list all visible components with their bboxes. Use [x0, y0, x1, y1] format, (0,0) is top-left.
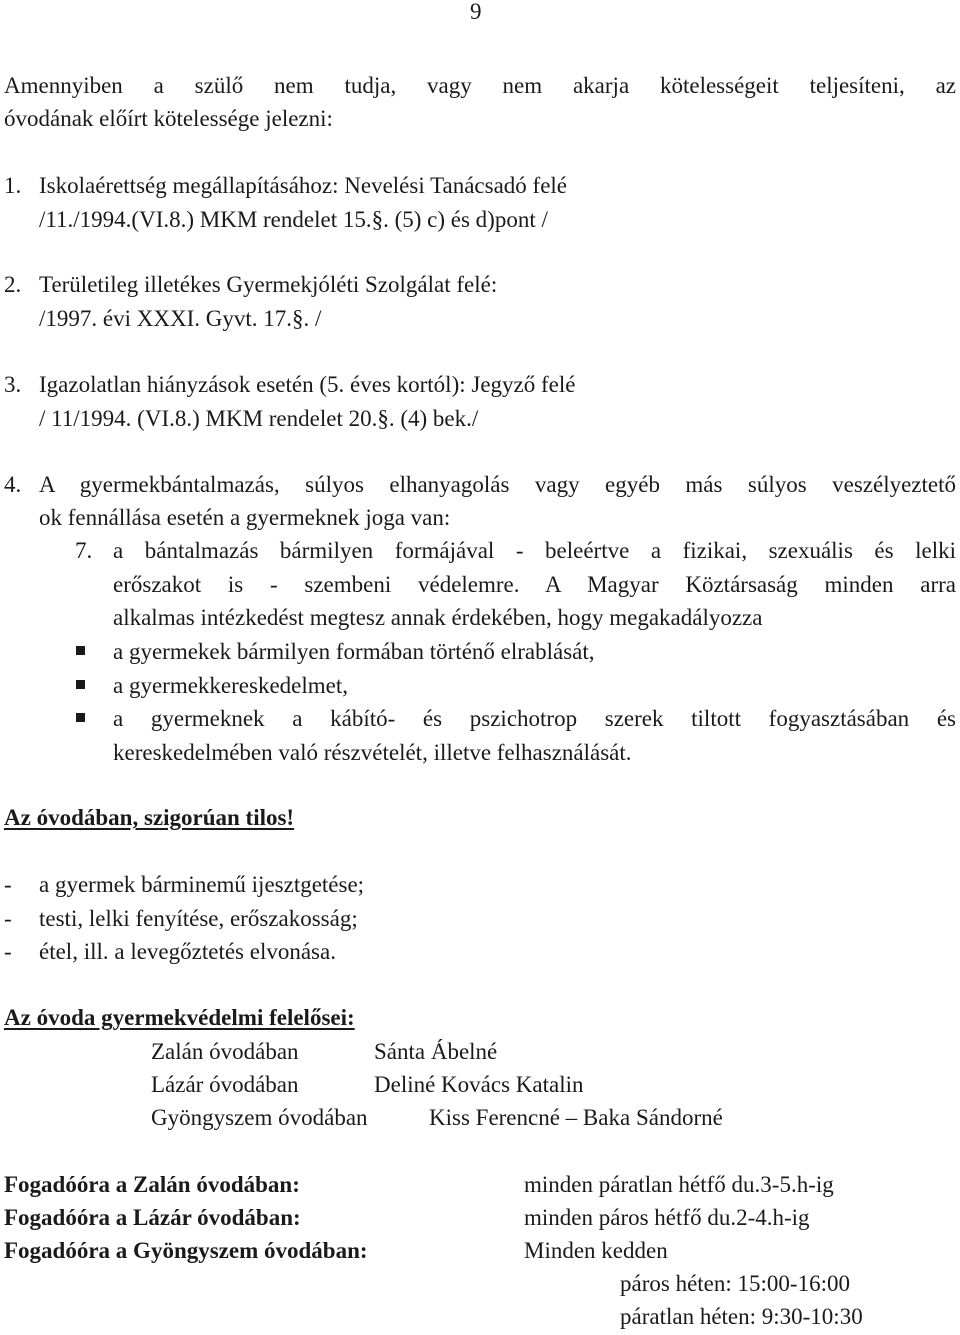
- list-item-text: /11./1994.(VI.8.) MKM rendelet 15.§. (5) c) és d)pont /: [39, 207, 548, 232]
- office-hours-label: Fogadóóra a Gyöngyszem óvodában:: [4, 1238, 368, 1263]
- forbidden-item: étel, ill. a levegőztetés elvonása.: [39, 939, 336, 964]
- forbidden-item: a gyermek bárminemű ijesztgetése;: [39, 872, 365, 897]
- protection-place: Lázár óvodában: [151, 1072, 299, 1097]
- office-hours-value: minden páros hétfő du.2-4.h-ig: [524, 1205, 810, 1230]
- office-hours-value: minden páratlan hétfő du.3-5.h-ig: [524, 1172, 834, 1197]
- forbidden-item: testi, lelki fenyítése, erőszakosság;: [39, 906, 358, 931]
- protection-heading: Az óvoda gyermekvédelmi felelősei:: [4, 1005, 355, 1030]
- intro-line-2: óvodának előírt kötelessége jelezni:: [4, 106, 333, 131]
- forbidden-heading: Az óvodában, szigorúan tilos!: [4, 805, 295, 830]
- list-item-text: Területileg illetékes Gyermekjóléti Szolgálat felé:: [39, 272, 498, 297]
- protection-person: Sánta Ábelné: [374, 1039, 498, 1064]
- gyongyszem-time: páros héten: 15:00-16:00: [620, 1271, 850, 1296]
- protection-person: Deliné Kovács Katalin: [374, 1072, 584, 1097]
- intro-line-1: Amennyiben a szülő nem tudja, vagy nem akarja kötelességeit teljesíteni, az: [4, 73, 956, 98]
- list-item-number: 2.: [4, 272, 22, 297]
- bullet-text: kereskedelmében való részvételét, illetve felhasználását.: [113, 740, 632, 765]
- dash-marker: -: [4, 872, 12, 897]
- square-bullet-icon: [76, 680, 85, 689]
- sub-item-text: a bántalmazás bármilyen formájával - beleértve a fizikai, szexuális és lelki: [113, 538, 956, 563]
- list-item-text: ok fennállása esetén a gyermeknek joga van:: [39, 505, 451, 530]
- protection-place: Gyöngyszem óvodában: [151, 1105, 368, 1130]
- list-item-number: 1.: [4, 173, 22, 198]
- sub-item-number: 7.: [75, 538, 93, 563]
- page-number: 9: [470, 0, 482, 24]
- list-item-number: 4.: [4, 472, 22, 497]
- list-item-text: Igazolatlan hiányzások esetén (5. éves kortól): Jegyző felé: [39, 372, 576, 397]
- sub-item-text: alkalmas intézkedést megtesz annak érdekében, hogy megakadályozza: [113, 605, 763, 630]
- sub-item-text: erőszakot is - szembeni védelemre. A Magyar Köztársaság minden arra: [113, 572, 956, 597]
- bullet-text: a gyermekek bármilyen formában történő elrablását,: [113, 639, 595, 664]
- protection-person: Kiss Ferencné – Baka Sándorné: [429, 1105, 723, 1130]
- list-item-text: /1997. évi XXXI. Gyvt. 17.§. /: [39, 306, 322, 331]
- protection-place: Zalán óvodában: [151, 1039, 299, 1064]
- list-item-text: Iskolaérettség megállapításához: Nevelési Tanácsadó felé: [39, 173, 568, 198]
- bullet-text: a gyermekkereskedelmet,: [113, 673, 348, 698]
- dash-marker: -: [4, 906, 12, 931]
- gyongyszem-time: páratlan héten: 9:30-10:30: [620, 1304, 863, 1329]
- list-item-text: A gyermekbántalmazás, súlyos elhanyagolás vagy egyéb más súlyos veszélyeztető: [39, 472, 956, 497]
- bullet-text: a gyermeknek a kábító- és pszichotrop szerek tiltott fogyasztásában és: [113, 706, 956, 731]
- office-hours-label: Fogadóóra a Lázár óvodában:: [4, 1205, 301, 1230]
- dash-marker: -: [4, 939, 12, 964]
- list-item-number: 3.: [4, 372, 22, 397]
- square-bullet-icon: [76, 646, 85, 655]
- office-hours-value: Minden kedden: [524, 1238, 668, 1263]
- list-item-text: / 11/1994. (VI.8.) MKM rendelet 20.§. (4) bek./: [39, 406, 479, 431]
- office-hours-label: Fogadóóra a Zalán óvodában:: [4, 1172, 300, 1197]
- square-bullet-icon: [76, 713, 85, 722]
